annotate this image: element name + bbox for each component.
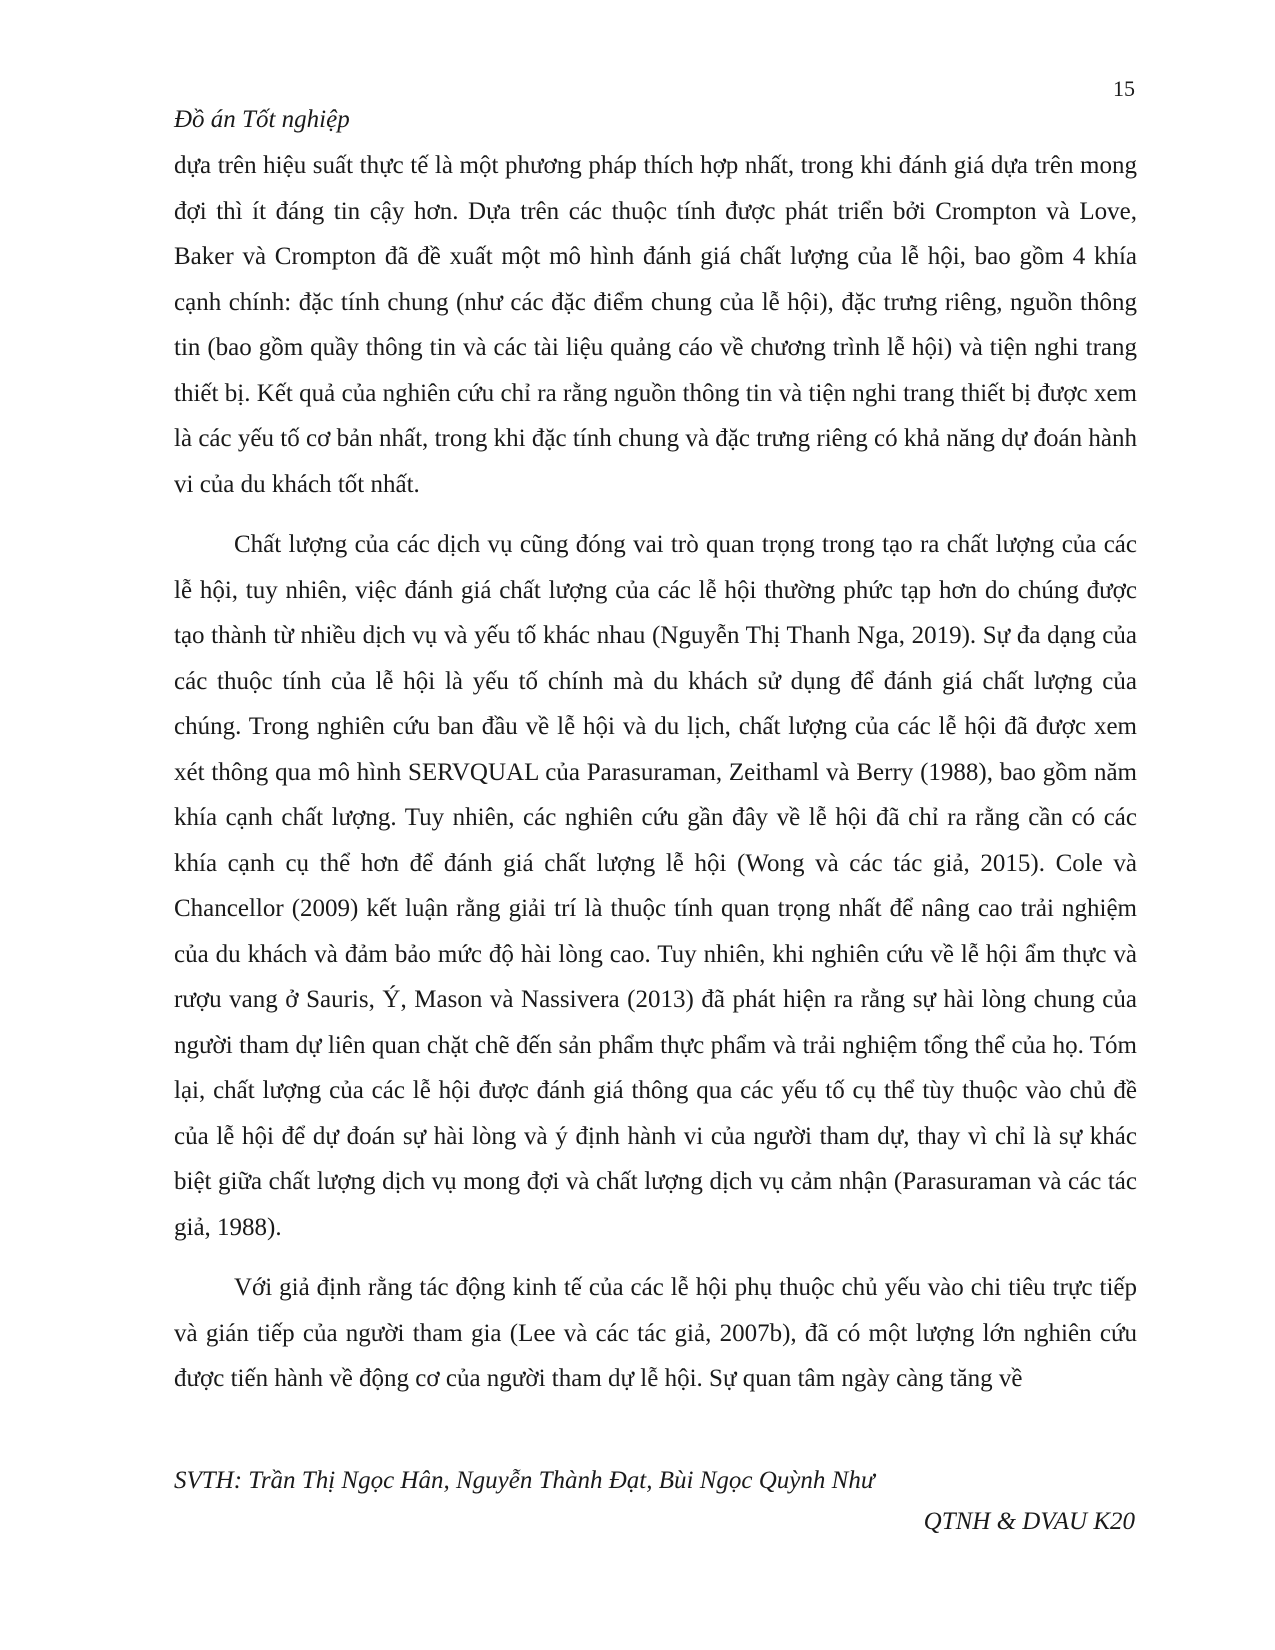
page-number: 15 [1113, 76, 1135, 101]
footer-class: QTNH & DVAU K20 [923, 1508, 1135, 1535]
footer-authors: SVTH: Trần Thị Ngọc Hân, Nguyễn Thành Đạt, Bùi Ngọc Quỳnh Như [174, 1467, 875, 1494]
running-header-title: Đồ án Tốt nghiệp [174, 106, 350, 133]
paragraph-1: dựa trên hiệu suất thực tế là một phương pháp thích hợp nhất, trong khi đánh giá dựa trên mong đợi thì ít đáng tin cậy hơn. Dựa trên các thuộc tính được phát triển bởi Crompton và Love, Baker và Crompton đã đề xuất một mô hình đánh giá chất lượng của lễ hội, bao gồm 4 khía cạnh chính: đặc tính chung (như các đặc điểm chung của lễ hội), đặc trưng riêng, nguồn thông tin (bao gồm quầy thông tin và các tài liệu quảng cáo về chương trình lễ hội) và tiện nghi trang thiết bị. Kết quả của nghiên cứu chỉ ra rằng nguồn thông tin và tiện nghi trang thiết bị được xem là các yếu tố cơ bản nhất, trong khi đặc tính chung và đặc trưng riêng có khả năng dự đoán hành vi của du khách tốt nhất. [174, 152, 1137, 498]
paragraph-3: Với giả định rằng tác động kinh tế của các lễ hội phụ thuộc chủ yếu vào chi tiêu trực tiếp và gián tiếp của người tham gia (Lee và các tác giả, 2007b), đã có một lượng lớn nghiên cứu được tiến hành về động cơ của người tham dự lễ hội. Sự quan tâm ngày càng tăng về [174, 1274, 1137, 1392]
body-text [174, 143, 1137, 1417]
paragraph-2: Chất lượng của các dịch vụ cũng đóng vai trò quan trọng trong tạo ra chất lượng của các lễ hội, tuy nhiên, việc đánh giá chất lượng của các lễ hội thường phức tạp hơn do chúng được tạo thành từ nhiều dịch vụ và yếu tố khác nhau (Nguyễn Thị Thanh Nga, 2019). Sự đa dạng của các thuộc tính của lễ hội là yếu tố chính mà du khách sử dụng để đánh giá chất lượng của chúng. Trong nghiên cứu ban đầu về lễ hội và du lịch, chất lượng của các lễ hội đã được xem xét thông qua mô hình SERVQUAL của Parasuraman, Zeithaml và Berry (1988), bao gồm năm khía cạnh chất lượng. Tuy nhiên, các nghiên cứu gần đây về lễ hội đã chỉ ra rằng cần có các khía cạnh cụ thể hơn để đánh giá chất lượng lễ hội (Wong và các tác giả, 2015). Cole và Chancellor (2009) kết luận rằng giải trí là thuộc tính quan trọng nhất để nâng cao trải nghiệm của du khách và đảm bảo mức độ hài lòng cao. Tuy nhiên, khi nghiên cứu về lễ hội ẩm thực và rượu vang ở Sauris, Ý, Mason và Nassivera (2013) đã phát hiện ra rằng sự hài lòng chung của người tham dự liên quan chặt chẽ đến sản phẩm thực phẩm và trải nghiệm tổng thể của họ. Tóm lại, chất lượng của các lễ hội được đánh giá thông qua các yếu tố cụ thể tùy thuộc vào chủ đề của lễ hội để dự đoán sự hài lòng và ý định hành vi của người tham dự, thay vì chỉ là sự khác biệt giữa chất lượng dịch vụ mong đợi và chất lượng dịch vụ cảm nhận (Parasuraman và các tác giả, 1988). [174, 531, 1137, 1241]
